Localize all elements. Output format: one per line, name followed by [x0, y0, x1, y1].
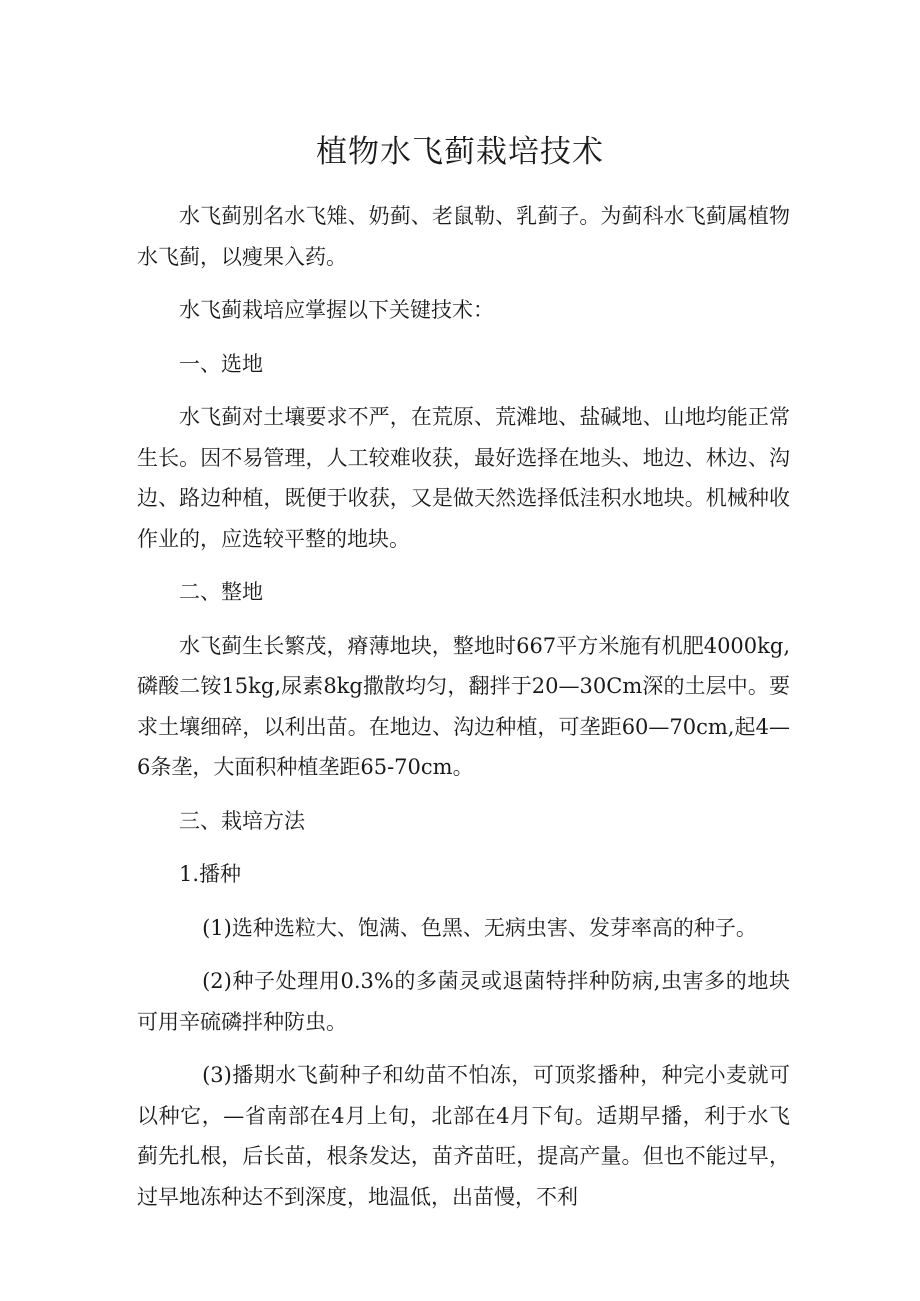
paragraph-site-selection: 水飞蓟对土壤要求不严，在荒原、荒滩地、盐碱地、山地均能正常生长。因不易管理，人工较难收获，最好选择在地头、地边、林边、沟边、路边种植，既便于收获，又是做天然选择低洼积水地块。机械种收作业的，应选较平整的地块。 — [137, 405, 790, 551]
document-body — [137, 196, 790, 1230]
paragraph-seed-treatment: (2)种子处理用0.3%的多菌灵或退菌特拌种防病,虫害多的地块可用辛硫磷拌种防虫。 — [137, 969, 790, 1034]
paragraph-land-preparation: 水飞蓟生长繁茂，瘠薄地块，整地时667平方米施有机肥4000kg,磷酸二铵15kg,尿素8kg撒散均匀，翻拌于20—30Cm深的土层中。要求土壤细碎，以利出苗。在地边、沟边种植，可垄距60—70cm,起4—6条垄，大面积种植垄距65-70cm。 — [137, 633, 790, 779]
heading-site-selection: 一、选地 — [179, 351, 263, 376]
paragraph-seed-selection: (1)选种选粒大、饱满、色黑、无病虫害、发芽率高的种子。 — [202, 915, 757, 940]
document-title: 植物水飞蓟栽培技术 — [316, 134, 604, 170]
heading-sowing: 1.播种 — [179, 862, 242, 886]
heading-land-preparation: 二、整地 — [179, 580, 263, 604]
paragraph-key-techniques: 水飞蓟栽培应掌握以下关键技术： — [179, 298, 494, 322]
paragraph-sowing-period: (3)播期水飞蓟种子和幼苗不怕冻，可顶浆播种，种完小麦就可以种它，—省南部在4月上旬，北部在4月下旬。适期早播，利于水飞蓟先扎根，后长苗，根条发达，苗齐苗旺，提高产量。但也不能过早，过早地冻种达不到深度，地温低，出苗慢，不利 — [137, 1063, 790, 1209]
paragraph-intro: 水飞蓟别名水飞雉、奶蓟、老鼠勒、乳蓟子。为蓟科水飞蓟属植物水飞蓟，以瘦果入药。 — [137, 204, 790, 269]
heading-cultivation-methods: 三、栽培方法 — [179, 808, 305, 833]
